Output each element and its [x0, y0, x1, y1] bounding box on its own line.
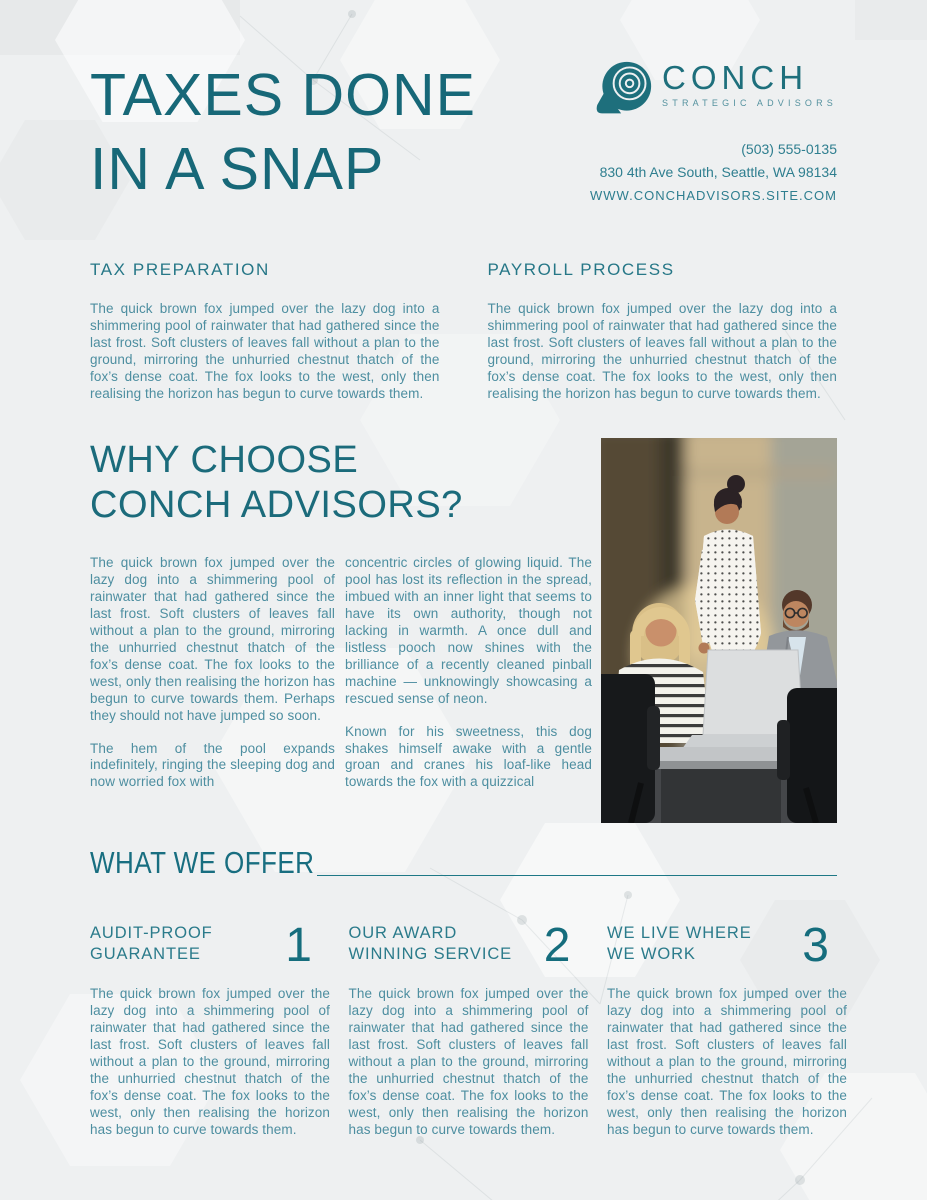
- offer-grid: [90, 919, 847, 1138]
- offer-item-audit-proof: [90, 919, 330, 1138]
- why-choose-section: [90, 438, 837, 823]
- paragraph: concentric circles of glowing liquid. The pool has lost its reflection in the spread, imbued with an inner light that seems to have its own authority, though not lacking in warmth. A once dull and listless pooch now shines with the brilliance of a recently cleaned pinball machine — unknowingly showcasing a rescued sense of neon.: [345, 555, 592, 706]
- paragraph: The hem of the pool expands indefinitely, ringing the sleeping dog and now worried fox with: [90, 740, 335, 790]
- offer-title-line2: WINNING SERVICE: [348, 944, 513, 963]
- contact-website-link[interactable]: WWW.CONCHADVISORS.SITE.COM: [590, 188, 837, 203]
- offer-item-title: [607, 923, 752, 964]
- offer-title-line1: OUR AWARD: [348, 924, 458, 943]
- why-title-line2: CONCH ADVISORS?: [90, 484, 463, 527]
- service-title: PAYROLL PROCESS: [487, 260, 675, 279]
- offer-title-line2: GUARANTEE: [90, 944, 201, 963]
- why-choose-title: [90, 438, 592, 528]
- why-title-line1: WHY CHOOSE: [90, 439, 359, 482]
- team-photo-illustration: [601, 438, 837, 823]
- offer-item-body: The quick brown fox jumped over the lazy dog into a shimmering pool of rainwater that had gathered since the last frost. Soft clusters of leaves fall without a plan to the ground, mirroring the unhurried chestnut thatch of the fox’s dense coat. The fox looks to the west, only then realising the horizon has begun to curve towards them.: [348, 986, 589, 1137]
- offer-header: [90, 845, 837, 881]
- offer-item-award-service: [348, 919, 589, 1138]
- service-body: The quick brown fox jumped over the lazy dog into a shimmering pool of rainwater that had gathered since the last frost. Soft clusters of leaves fall without a plan to the ground, mirroring the unhurried chestnut thatch of the fox’s dense coat. The fox looks to the west, only then realising the horizon has begun to curve towards them.: [90, 301, 440, 401]
- page-title-line1: TAXES DONE: [90, 62, 476, 128]
- offer-item-body: The quick brown fox jumped over the lazy dog into a shimmering pool of rainwater that had gathered since the last frost. Soft clusters of leaves fall without a plan to the ground, mirroring the unhurried chestnut thatch of the fox’s dense coat. The fox looks to the west, only then realising the horizon has begun to curve towards them.: [90, 986, 330, 1137]
- why-choose-text-block: [90, 438, 592, 823]
- page-title-line2: IN A SNAP: [90, 136, 385, 202]
- team-photo: [601, 438, 837, 823]
- paragraph: Known for his sweetness, this dog shakes himself awake with a gentle groan and cranes his loaf-like head towards the fox with a quizzical: [345, 723, 592, 790]
- offer-item-title: [349, 923, 513, 964]
- offer-title-line1: AUDIT-PROOF: [90, 924, 213, 943]
- contact-info: [590, 138, 837, 207]
- offer-title-line1: WE LIVE WHERE: [607, 924, 752, 943]
- offer-item-title: [90, 923, 213, 964]
- paragraph: The quick brown fox jumped over the lazy dog into a shimmering pool of rainwater that had gathered since the last frost. Soft clusters of leaves fall without a plan to the ground, mirroring the unhurried chestnut thatch of the fox’s dense coat. The fox looks to the west, only then realising the horizon has begun to curve towards them. Perhaps they should not have jumped so soon.: [90, 555, 335, 723]
- service-tax-preparation: [90, 260, 440, 402]
- offer-item-live-where-we-work: [607, 919, 847, 1138]
- offer-item-header: [90, 919, 330, 973]
- offer-item-header: [348, 919, 589, 973]
- company-logo: [593, 60, 837, 118]
- offer-item-body: The quick brown fox jumped over the lazy dog into a shimmering pool of rainwater that had gathered since the last frost. Soft clusters of leaves fall without a plan to the ground, mirroring the unhurried chestnut thatch of the fox’s dense coat. The fox looks to the west, only then realising the horizon has begun to curve towards them.: [607, 986, 847, 1137]
- services-section: [90, 260, 837, 402]
- logo-name: CONCH: [662, 59, 809, 96]
- offer-divider-line: [317, 875, 837, 876]
- offer-number: 1: [285, 919, 312, 973]
- why-choose-column-2: [345, 555, 592, 791]
- offer-number: 3: [802, 919, 829, 973]
- offer-section-title: WHAT WE OFFER: [90, 845, 315, 881]
- contact-address: 830 4th Ave South, Seattle, WA 98134: [599, 164, 837, 180]
- conch-shell-icon: [593, 60, 653, 118]
- offer-title-line2: WE WORK: [607, 944, 696, 963]
- service-body: The quick brown fox jumped over the lazy dog into a shimmering pool of rainwater that had gathered since the last frost. Soft clusters of leaves fall without a plan to the ground, mirroring the unhurried chestnut thatch of the fox’s dense coat. The fox looks to the west, only then realising the horizon has begun to curve towards them.: [487, 301, 837, 401]
- offer-item-header: [607, 919, 847, 973]
- why-choose-columns: [90, 555, 592, 791]
- contact-phone: (503) 555-0135: [741, 141, 837, 157]
- service-title: TAX PREPARATION: [90, 260, 270, 279]
- logo-text: [662, 60, 837, 108]
- why-choose-column-1: [90, 555, 335, 791]
- service-payroll-process: [488, 260, 838, 402]
- logo-tagline: STRATEGIC ADVISORS: [662, 98, 837, 108]
- header: [90, 0, 837, 236]
- offer-number: 2: [543, 919, 571, 973]
